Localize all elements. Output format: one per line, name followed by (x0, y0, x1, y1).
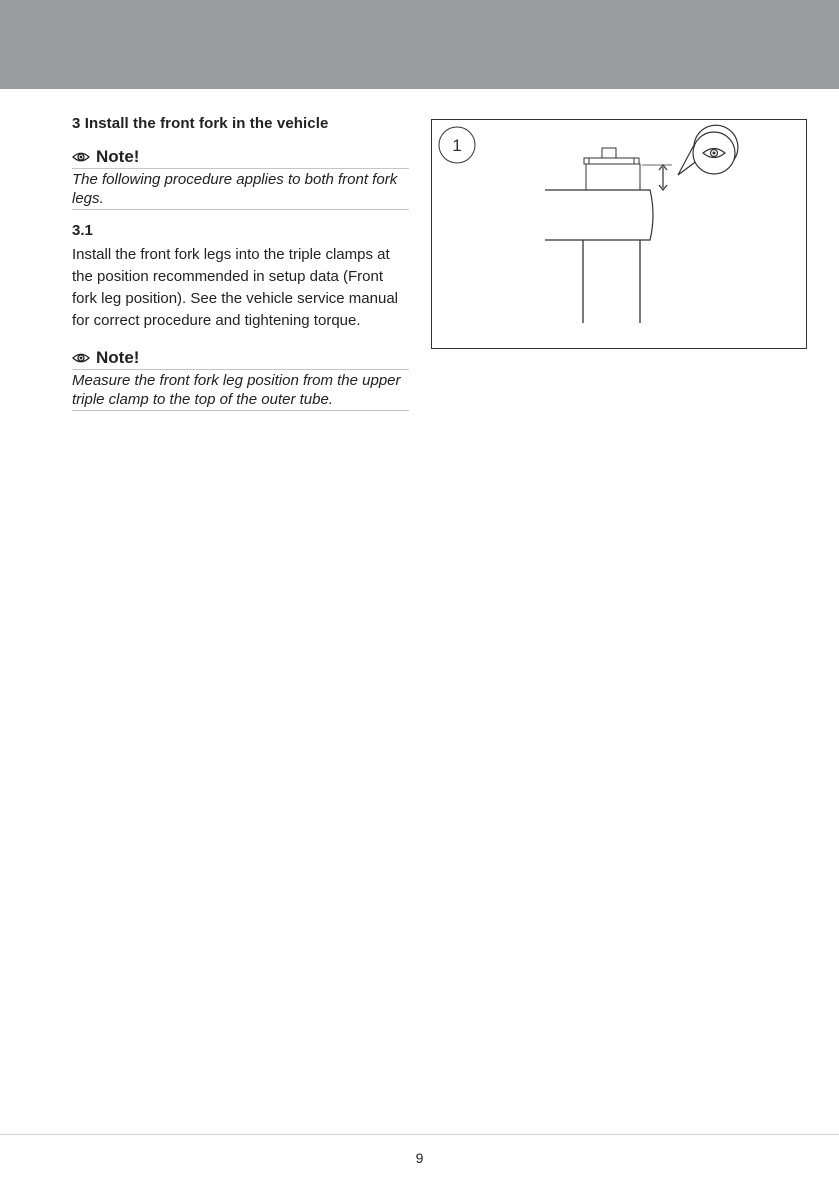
content-column (72, 114, 409, 411)
section-title: 3 Install the front fork in the vehicle (72, 115, 329, 132)
step-number: 3.1 (72, 222, 93, 239)
eye-callout-icon (678, 125, 738, 175)
outer-tube-top (586, 164, 640, 190)
triple-clamp (545, 190, 653, 240)
note-header (72, 347, 409, 370)
fork-position-figure (431, 119, 807, 349)
note-title: Note! (96, 348, 140, 367)
note-1 (72, 146, 409, 210)
note-text: The following procedure applies to both front fork legs. (72, 169, 409, 210)
footer-rule (0, 1134, 839, 1135)
eye-icon (72, 151, 90, 163)
step-text: Install the front fork legs into the triple clamps at the position recommended in setup data (Front fork leg position). See the vehicle service manual for correct procedure and tightening torque. (72, 246, 399, 329)
fork-diagram (432, 120, 808, 350)
note-2 (72, 347, 409, 411)
note-text: Measure the front fork leg position from the upper triple clamp to the top of the outer tube. (72, 370, 409, 411)
eye-icon (72, 352, 90, 364)
cap-flange (584, 158, 639, 164)
figure-label: 1 (452, 136, 462, 155)
note-header (72, 146, 409, 169)
header-banner (0, 0, 839, 89)
note-title: Note! (96, 147, 140, 166)
page-number: 9 (415, 1150, 424, 1166)
